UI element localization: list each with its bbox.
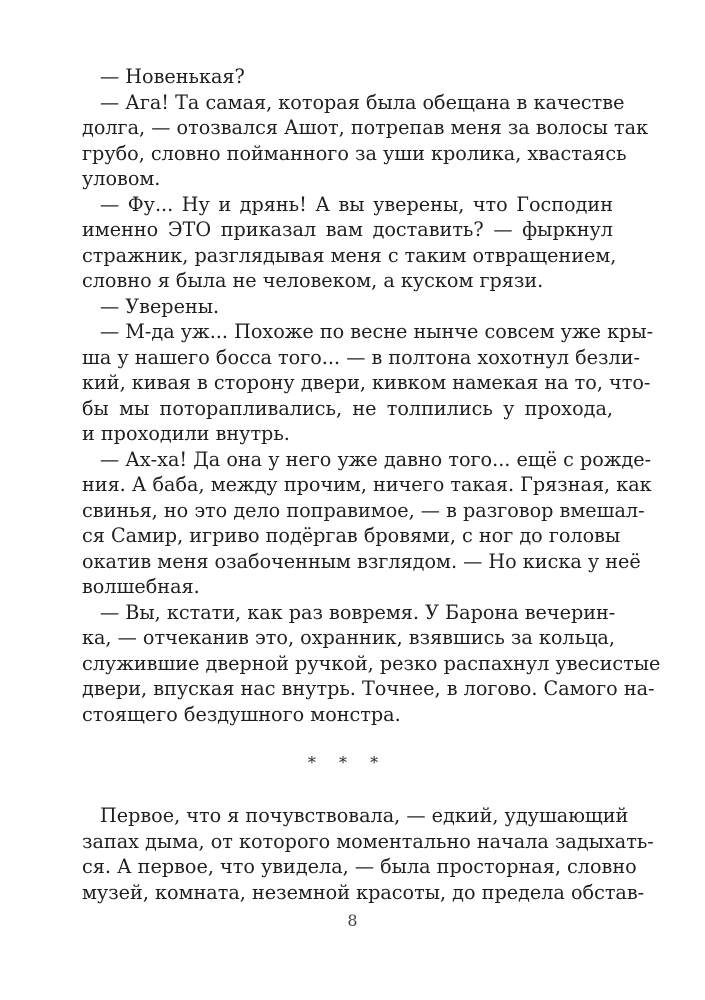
text-line: и проходили внутрь.	[82, 422, 290, 445]
paragraph	[82, 319, 654, 447]
paragraph	[82, 803, 654, 905]
page-text	[82, 64, 661, 905]
text-line: — Фу... Ну и дрянь! А вы уверены, что Господин	[100, 192, 613, 216]
paragraph	[82, 447, 652, 600]
text-line: двери, впуская нас внутрь. Точнее, в логово. Самого на-	[82, 677, 655, 700]
text-line: долга, — отозвался Ашот, потрепав меня за волосы так	[82, 116, 649, 139]
paragraph	[82, 192, 617, 294]
text-line: именно ЭТО приказал вам доставить? — фыркнул	[82, 218, 613, 241]
text-line: Первое, что я почувствовала, — едкий, удушающий	[100, 804, 629, 827]
text-line: — Уверены.	[100, 294, 220, 318]
text-line: стражник, разглядывая меня с таким отвращением,	[82, 243, 617, 267]
text-line: ся Самир, игриво подёргав бровями, с ног до головы	[82, 524, 621, 547]
paragraph	[82, 600, 661, 728]
text-line: — Вы, кстати, как раз вовремя. У Барона вечерин-	[100, 600, 616, 624]
text-line: свинья, но это дело поправимое, — в разговор вмешал-	[82, 498, 645, 522]
scene-separator: * * *	[307, 753, 388, 772]
text-line: ся. А первое, что увидела, — была просторная, словно	[82, 855, 637, 878]
text-line: ка, — отчеканив это, охранник, взявшись за кольца,	[82, 626, 615, 649]
text-line: — Ах-ха! Да она у него уже давно того... ещё с рожде-	[100, 447, 652, 471]
paragraph	[82, 90, 649, 192]
text-line: стоящего бездушного монстра.	[82, 702, 401, 726]
text-line: — М-да уж... Похоже по весне нынче совсем уже кры-	[100, 320, 654, 343]
text-line: ша у нашего босса того... — в полтона хохотнул безли-	[82, 345, 640, 369]
text-line: — Новенькая?	[100, 65, 245, 88]
text-line: волшебная.	[82, 575, 200, 598]
text-line: словно я была не человеком, а куском грязи.	[82, 269, 544, 292]
text-line: ния. А баба, между прочим, ничего такая. Грязная, как	[82, 473, 652, 496]
text-line: окатив меня озабоченным взглядом. — Но киска у неё	[82, 549, 641, 573]
text-block-narration	[82, 803, 654, 905]
page-number: 8	[347, 911, 358, 930]
text-line: грубо, словно пойманного за уши кролика, хвастаясь	[82, 141, 627, 165]
text-line: кий, кивая в сторону двери, кивком намекая на то, что-	[82, 371, 651, 394]
text-line: музей, комната, неземной красоты, до предела обстав-	[82, 880, 645, 904]
text-line: — Ага! Та самая, которая была обещана в качестве	[100, 90, 625, 114]
paragraph	[82, 294, 613, 320]
text-block-dialogue	[82, 64, 661, 727]
text-line: служившие дверной ручкой, резко распахнул увесистые	[82, 651, 661, 675]
text-line: бы мы поторапливались, не толпились у прохода,	[82, 396, 613, 420]
text-line: уловом.	[82, 167, 161, 190]
paragraph	[82, 64, 613, 90]
text-line: запах дыма, от которого моментально начала задыхать-	[82, 829, 654, 853]
